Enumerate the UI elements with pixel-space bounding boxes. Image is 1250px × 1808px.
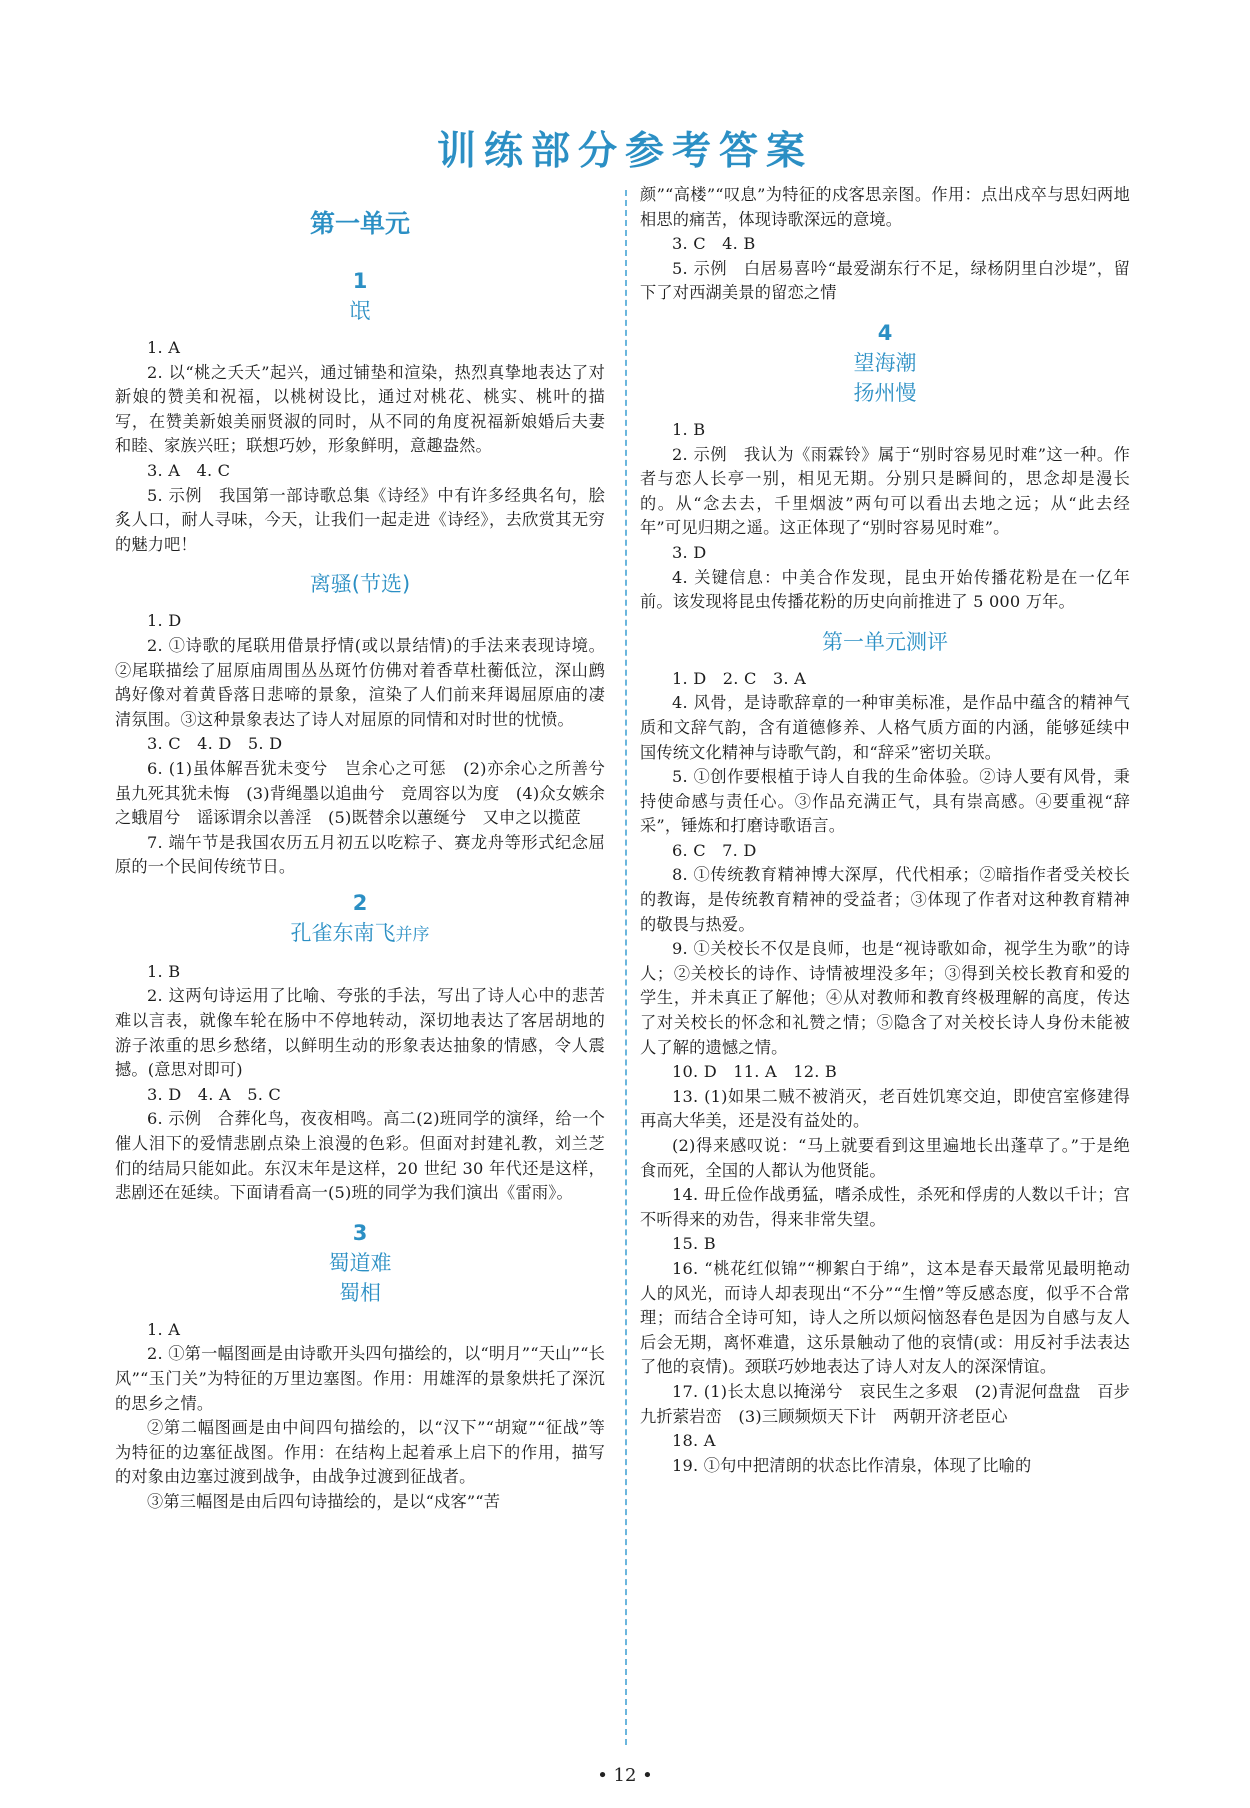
- answer-list: [115, 1318, 605, 1515]
- lesson-title-text: 孔雀东南飞: [290, 920, 396, 945]
- answer-list: [640, 418, 1130, 615]
- answer-item: 3. C 4. D 5. D: [147, 734, 283, 754]
- answer-item: 14. 毌丘俭作战勇猛，嗜杀成性，杀死和俘虏的人数以千计；宫不听得来的劝告，得来非常失望。: [640, 1185, 1130, 1229]
- lesson-number: 3: [352, 1220, 368, 1245]
- answer-item: 5. ①创作要根植于诗人自我的生命体验。②诗人要有风骨，秉持使命感与责任心。③作品充满正气，具有崇高感。④要重视“辞采”，锤炼和打磨诗歌语言。: [640, 767, 1130, 836]
- answer-item: 5. 示例 白居易喜吟“最爱湖东行不足，绿杨阴里白沙堤”，留下了对西湖美景的留恋之情: [640, 258, 1130, 303]
- answer-item: 2. ①诗歌的尾联用借景抒情(或以景结情)的手法来表现诗境。②尾联描绘了屈原庙周围丛丛斑竹仿佛对着香草杜蘅低泣，深山鹧鸪好像对着黄昏落日悲啼的景象，渲染了人们前来拜谒屈原庙的凄清氛围。③这种景象表达了诗人对屈原的同情和对时世的忧愤。: [115, 635, 605, 729]
- answer-item: ②第二幅图画是由中间四句描绘的，以“汉下”“胡窥”“征战”等为特征的边塞征战图。作用：在结构上起着承上启下的作用，描写的对象由边塞过渡到战争，由战争过渡到征战者。: [115, 1418, 605, 1487]
- answer-item: 4. 风骨，是诗歌辞章的一种审美标准，是作品中蕴含的精神气质和文辞气韵，含有道德修养、人格气质方面的内涵，能够延续中国传统文化精神与诗歌气韵，和“辞采”密切关联。: [640, 693, 1130, 762]
- answer-item: (2)得来感叹说：“马上就要看到这里遍地长出蓬草了。”于是绝食而死，全国的人都认为他贤能。: [640, 1136, 1130, 1180]
- answer-item: 1. D: [147, 611, 182, 631]
- page-title: 训练部分参考答案: [436, 129, 813, 174]
- answer-list: [640, 183, 1130, 306]
- answer-item: 3. D 4. A 5. C: [147, 1084, 281, 1104]
- answer-item: 2. ①第一幅图画是由诗歌开头四句描绘的，以“明月”“天山”“长风”“玉门关”为特征的万里边塞图。作用：用雄浑的景象烘托了深沉的思乡之情。: [115, 1344, 605, 1413]
- answer-item: 9. ①关校长不仅是良师，也是“视诗歌如命，视学生为歌”的诗人；②关校长的诗作、诗情被埋没多年；③得到关校长教育和爱的学生，并未真正了解他；④从对教师和教育终极理解的高度，传达了对关校长的怀念和礼赞之情；⑤隐含了对关校长诗人身份未能被人了解的遗憾之情。: [640, 939, 1130, 1057]
- answer-list: [115, 609, 622, 880]
- answer-item: 3. A 4. C: [147, 460, 231, 480]
- answer-item: 2. 以“桃之夭夭”起兴，通过铺垫和渲染，热烈真挚地表达了对新娘的赞美和祝福，以桃树设比，通过对桃花、桃实、桃叶的描写，在赞美新娘美丽贤淑的同时，从不同的角度祝福新娘婚后夫妻和睦、家族兴旺；联想巧妙，形象鲜明，意趣盎然。: [115, 362, 605, 456]
- answer-item: 7. 端午节是我国农历五月初五以吃粽子、赛龙舟等形式纪念屈原的一个民间传统节日。: [115, 832, 605, 877]
- answer-item: ③第三幅图是由后四句诗描绘的，是以“戍客”“苦: [147, 1491, 501, 1511]
- answer-item: 6. C 7. D: [672, 840, 757, 860]
- answer-item: 1. D 2. C 3. A: [672, 668, 806, 688]
- answer-item: 4. 关键信息：中美合作发现，昆虫开始传播花粉是在一亿年前。该发现将昆虫传播花粉的历史向前推进了 5 000 万年。: [640, 567, 1130, 612]
- answer-item: 6. (1)虽体解吾犹未变兮 岂余心之可惩 (2)亦余心之所善兮 虽九死其犹未悔 (3)背绳墨以追曲兮 竞周容以为度 (4)众女嫉余之蛾眉兮 谣诼谓余以善淫 (5)既替余以蕙𫄧兮 又申之以揽茝: [115, 758, 622, 828]
- unit-title: 第一单元: [309, 209, 410, 238]
- lesson-number: 4: [877, 320, 893, 345]
- lesson-title: 扬州慢: [853, 380, 917, 405]
- lesson-title: 蜀相: [339, 1280, 381, 1305]
- answer-item: 2. 示例 我认为《雨霖铃》属于“别时容易见时难”这一种。作者与恋人长亭一别，相见无期。分别只是瞬间的，思念却是漫长的。从“念去去，千里烟波”两句可以看出去地之远；从“此去经年”可见归期之遥。这正体现了“别时容易见时难”。: [640, 444, 1130, 538]
- answer-item: 19. ①句中把清朗的状态比作清泉，体现了比喻的: [672, 1455, 1032, 1475]
- answer-item: 3. C 4. B: [672, 234, 756, 254]
- page-number: • 12 •: [597, 1765, 653, 1786]
- answer-item: 1. B: [672, 419, 706, 439]
- answer-item: 15. B: [672, 1234, 716, 1254]
- answer-item: 13. (1)如果二贼不被消灭，老百姓饥寒交迫，即使宫室修建得再高大华美，还是没有益处的。: [640, 1086, 1130, 1131]
- left-column: [115, 196, 622, 1515]
- lesson-title: 蜀道难: [328, 1250, 392, 1275]
- lesson-number: 2: [352, 890, 368, 915]
- answer-item: 1. A: [147, 1319, 181, 1339]
- answer-item: 5. 示例 我国第一部诗歌总集《诗经》中有许多经典名句，脍炙人口，耐人寻味，今天，让我们一起走进《诗经》，去欣赏其无穷的魅力吧！: [115, 485, 605, 554]
- answer-item: 16. “桃花红似锦”“柳絮白于绵”，这本是春天最常见最明艳动人的风光，而诗人却表现出“不分”“生憎”等反感态度，似乎不合常理；而结合全诗可知，诗人之所以烦闷恼怒春色是因为自感与友人后会无期，离怀难遣，这乐景触动了他的哀情(或：用反衬手法表达了他的哀情)。颈联巧妙地表达了诗人对友人的深深情谊。: [640, 1258, 1130, 1377]
- lesson-title: [115, 918, 605, 950]
- lesson-title: 望海潮: [853, 350, 917, 375]
- lesson-title: 第一单元测评: [822, 629, 948, 654]
- column-divider: [625, 190, 627, 1745]
- lesson-title-suffix: 并序: [395, 924, 430, 945]
- answer-item: 6. 示例 合葬化鸟，夜夜相鸣。高二(2)班同学的演绎，给一个催人泪下的爱情悲剧点染上浪漫的色彩。但面对封建礼教，刘兰芝们的结局只能如此。东汉末年是这样，20 世纪 30 年代还是这样，悲剧还在延续。下面请看高一(5)班的同学为我们演出《雷雨》。: [115, 1109, 605, 1203]
- right-column: [640, 183, 1130, 1478]
- answer-item: 10. D 11. A 12. B: [672, 1062, 838, 1082]
- answer-item: 2. 这两句诗运用了比喻、夸张的手法，写出了诗人心中的悲苦难以言表，就像车轮在肠中不停地转动，深切地表达了客居胡地的游子浓重的思乡愁绪，以鲜明生动的形象表达抽象的情感，令人震撼。(意思对即可): [115, 986, 605, 1080]
- answer-item: 1. A: [147, 338, 181, 357]
- answer-item: 1. B: [147, 961, 181, 981]
- lesson-title: 氓: [349, 299, 371, 323]
- answer-list: [115, 336, 605, 557]
- answer-list: [115, 960, 605, 1206]
- answer-item: 颜”“高楼”“叹息”为特征的戍客思亲图。作用：点出戍卒与思妇两地相思的痛苦，体现诗歌深远的意境。: [640, 185, 1130, 229]
- answer-item: 18. A: [672, 1431, 716, 1451]
- lesson-title: 离骚(节选): [309, 572, 411, 597]
- answer-list: [640, 667, 1130, 1479]
- lesson-number: 1: [352, 269, 368, 293]
- answer-item: 3. D: [672, 542, 707, 562]
- answer-item: 17. (1)长太息以掩涕兮 哀民生之多艰 (2)青泥何盘盘 百步九折萦岩峦 (3)三顾频烦天下计 两朝开济老臣心: [640, 1381, 1130, 1426]
- answer-item: 8. ①传统教育精神博大深厚，代代相承；②暗指作者受关校长的教诲，是传统教育精神的受益者；③体现了作者对这种教育精神的敬畏与热爱。: [640, 865, 1130, 934]
